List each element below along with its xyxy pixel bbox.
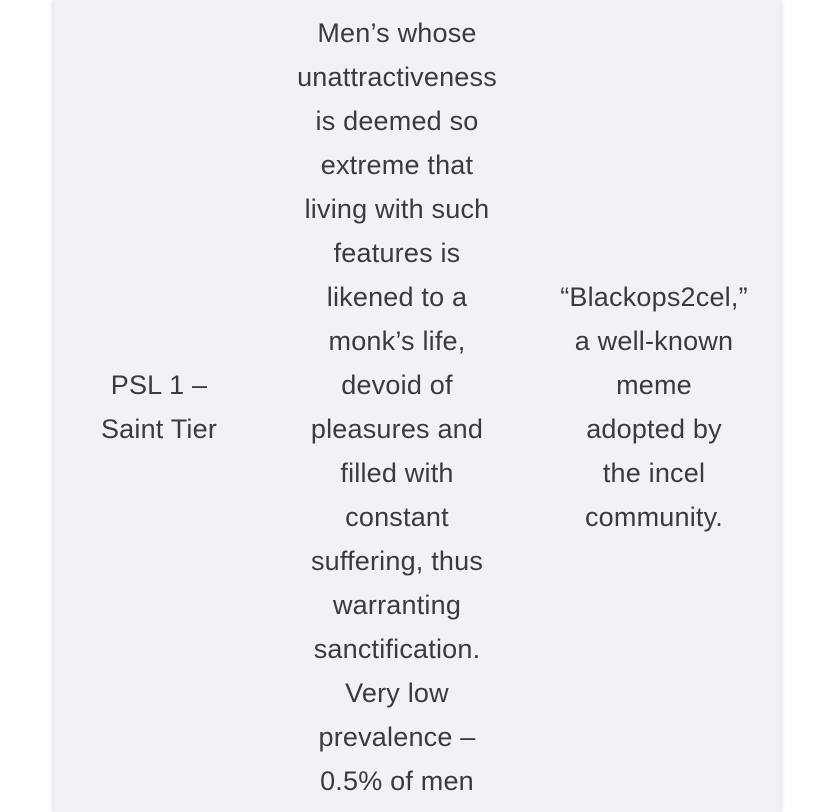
example-line: a well-known	[574, 326, 734, 356]
description-line: 0.5% of men	[320, 766, 474, 796]
description-line: living with such	[304, 194, 490, 224]
example-line: the incel	[602, 458, 706, 488]
description-line: unattractiveness	[297, 62, 497, 92]
description-line: Very low	[345, 678, 449, 708]
description-line: filled with	[340, 458, 454, 488]
description-line: constant	[345, 502, 449, 532]
description-line: prevalence –	[318, 722, 476, 752]
description-line: extreme that	[320, 150, 474, 180]
example-cell	[544, 275, 764, 539]
description-line: pleasures and	[310, 414, 484, 444]
tier-line: Saint Tier	[100, 414, 218, 444]
description-line: warranting	[332, 590, 462, 620]
table-card	[54, 0, 780, 812]
description-line: Men’s whose	[317, 18, 477, 48]
description-line: likened to a	[326, 282, 468, 312]
tier-cell	[54, 363, 264, 451]
description-line: is deemed so	[315, 106, 479, 136]
table-row	[54, 0, 780, 812]
example-line: “Blackops2cel,”	[560, 282, 748, 312]
example-line: community.	[584, 502, 724, 532]
description-line: sanctification.	[313, 634, 481, 664]
tier-line: PSL 1 –	[110, 370, 208, 400]
description-line: devoid of	[341, 370, 453, 400]
example-line: adopted by	[586, 414, 722, 444]
description-line: monk’s life,	[328, 326, 466, 356]
description-line: suffering, thus	[310, 546, 484, 576]
description-cell	[280, 11, 514, 803]
example-line: meme	[616, 370, 692, 400]
description-line: features is	[333, 238, 461, 268]
